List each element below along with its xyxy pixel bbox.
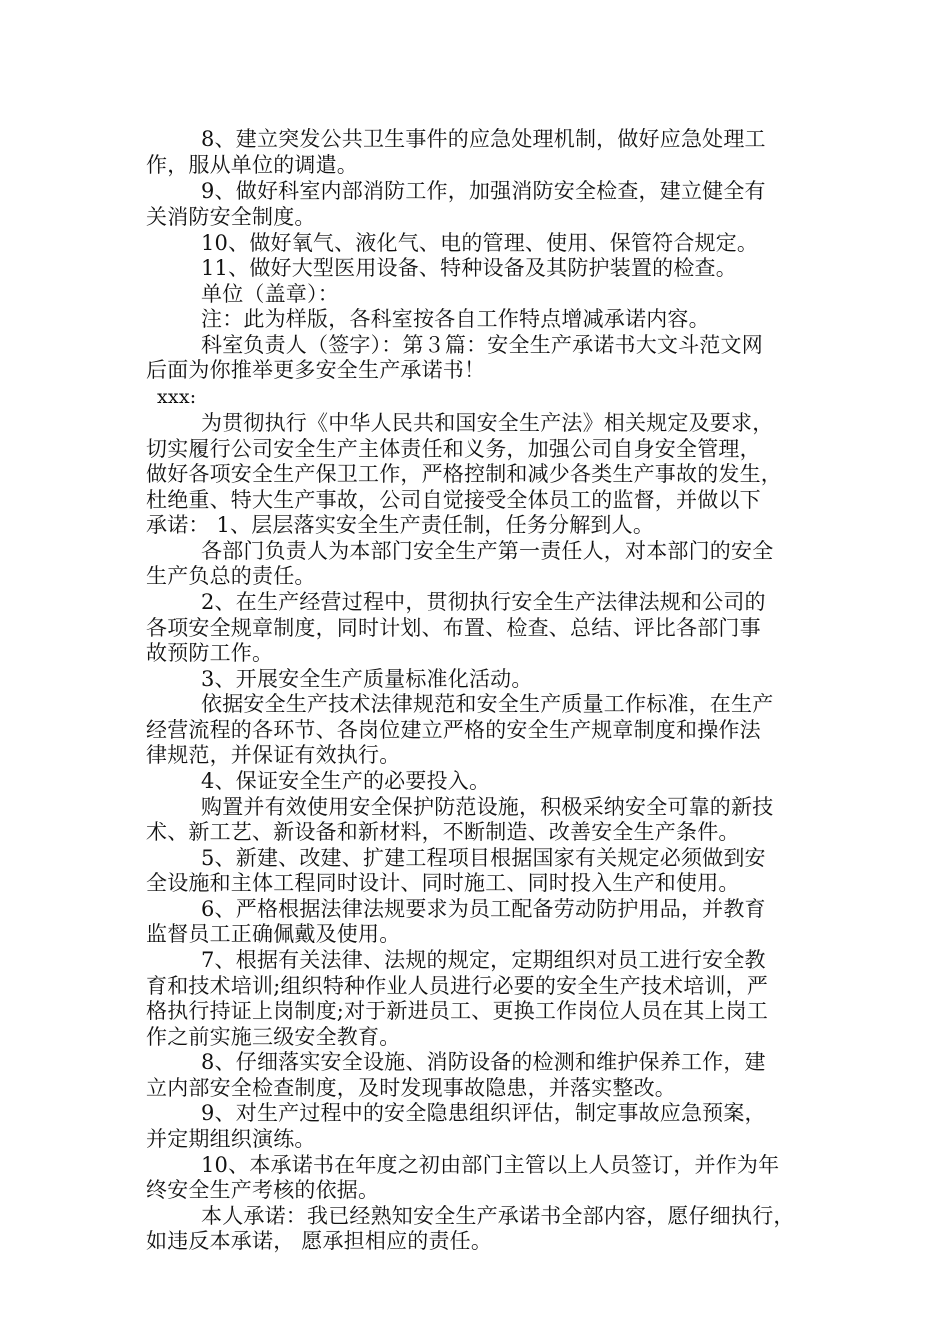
text-line: 3、开展安全生产质量标准化活动。 — [201, 667, 533, 691]
text-line: 10、做好氧气、液化气、电的管理、使用、保管符合规定。 — [201, 231, 759, 255]
text-line: 切实履行公司安全生产主体责任和义务，加强公司自身安全管理， — [146, 437, 761, 461]
text-line: 2、在生产经营过程中，贯彻执行安全生产法律法规和公司的 — [201, 590, 766, 614]
text-line: 监督员工正确佩戴及使用。 — [146, 922, 401, 946]
text-line: 立内部安全检查制度，及时发现事故隐患，并落实整改。 — [146, 1076, 676, 1100]
text-line: 6、严格根据法律法规要求为员工配备劳动防护用品，并教育 — [201, 897, 766, 921]
text-line: 作之前实施三级安全教育。 — [146, 1025, 401, 1049]
text-line: 8、仔细落实安全设施、消防设备的检测和维护保养工作，建 — [201, 1050, 766, 1074]
text-line: 故预防工作。 — [146, 641, 274, 665]
text-line: 如违反本承诺， 愿承担相应的责任。 — [146, 1229, 493, 1253]
text-line: 本人承诺：我已经熟知安全生产承诺书全部内容，愿仔细执行， — [201, 1204, 795, 1228]
text-line: 格执行持证上岗制度;对于新进员工、更换工作岗位人员在其上岗工 — [146, 999, 769, 1023]
text-line: 做好各项安全生产保卫工作，严格控制和减少各类生产事故的发生， — [146, 462, 782, 486]
text-line: 单位（盖章）： — [201, 282, 339, 306]
text-line: 5、新建、改建、扩建工程项目根据国家有关规定必须做到安 — [201, 846, 766, 870]
text-line: 科室负责人（签字）：第３篇：安全生产承诺书大文斗范文网 — [201, 333, 763, 357]
text-line: 育和技术培训;组织特种作业人员进行必要的安全生产技术培训，严 — [146, 974, 769, 998]
text-line: 注：此为样版，各科室按各自工作特点增减承诺内容。 — [201, 307, 710, 331]
text-line: 后面为你推举更多安全生产承诺书！ — [146, 358, 486, 382]
text-line: 各部门负责人为本部门安全生产第一责任人，对本部门的安全 — [201, 539, 774, 563]
text-line: 经营流程的各环节、各岗位建立严格的安全生产规章制度和操作法 — [146, 718, 761, 742]
text-line: 全设施和主体工程同时设计、同时施工、同时投入生产和使用。 — [146, 871, 740, 895]
text-line: 依据安全生产技术法律规范和安全生产质量工作标准，在生产 — [201, 692, 774, 716]
text-line: 8、建立突发公共卫生事件的应急处理机制，做好应急处理工 — [201, 127, 766, 151]
text-line: 并定期组织演练。 — [146, 1127, 316, 1151]
text-line: 术、新工艺、新设备和新材料，不断制造、改善安全生产条件。 — [146, 820, 740, 844]
text-line: 9、做好科室内部消防工作，加强消防安全检查，建立健全有 — [201, 179, 766, 203]
text-line: 各项安全规章制度，同时计划、布置、检查、总结、评比各部门事 — [146, 616, 761, 640]
text-line: 4、保证安全生产的必要投入。 — [201, 769, 491, 793]
text-line: 11、做好大型医用设备、特种设备及其防护装置的检查。 — [201, 256, 737, 280]
text-line: 律规范，并保证有效执行。 — [146, 743, 401, 767]
text-line: 终安全生产考核的依据。 — [146, 1178, 380, 1202]
text-line: 购置并有效使用安全保护防范设施，积极采纳安全可靠的新技 — [201, 795, 774, 819]
text-line: 生产负总的责任。 — [146, 564, 316, 588]
text-line: 9、对生产过程中的安全隐患组织评估，制定事故应急预案， — [201, 1101, 766, 1125]
salutation: xxx: — [157, 386, 197, 408]
text-line: 承诺： 1、层层落实安全生产责任制，任务分解到人。 — [146, 513, 655, 537]
text-line: 作，服从单位的调遣。 — [146, 153, 358, 177]
text-line: 7、根据有关法律、法规的规定，定期组织对员工进行安全教 — [201, 948, 766, 972]
text-line: 为贯彻执行《中华人民共和国安全生产法》相关规定及要求， — [201, 411, 774, 435]
text-line: 10、本承诺书在年度之初由部门主管以上人员签订，并作为年 — [201, 1153, 780, 1177]
text-line: 关消防安全制度。 — [146, 205, 316, 229]
text-line: 杜绝重、特大生产事故，公司自觉接受全体员工的监督，并做以下 — [146, 488, 761, 512]
